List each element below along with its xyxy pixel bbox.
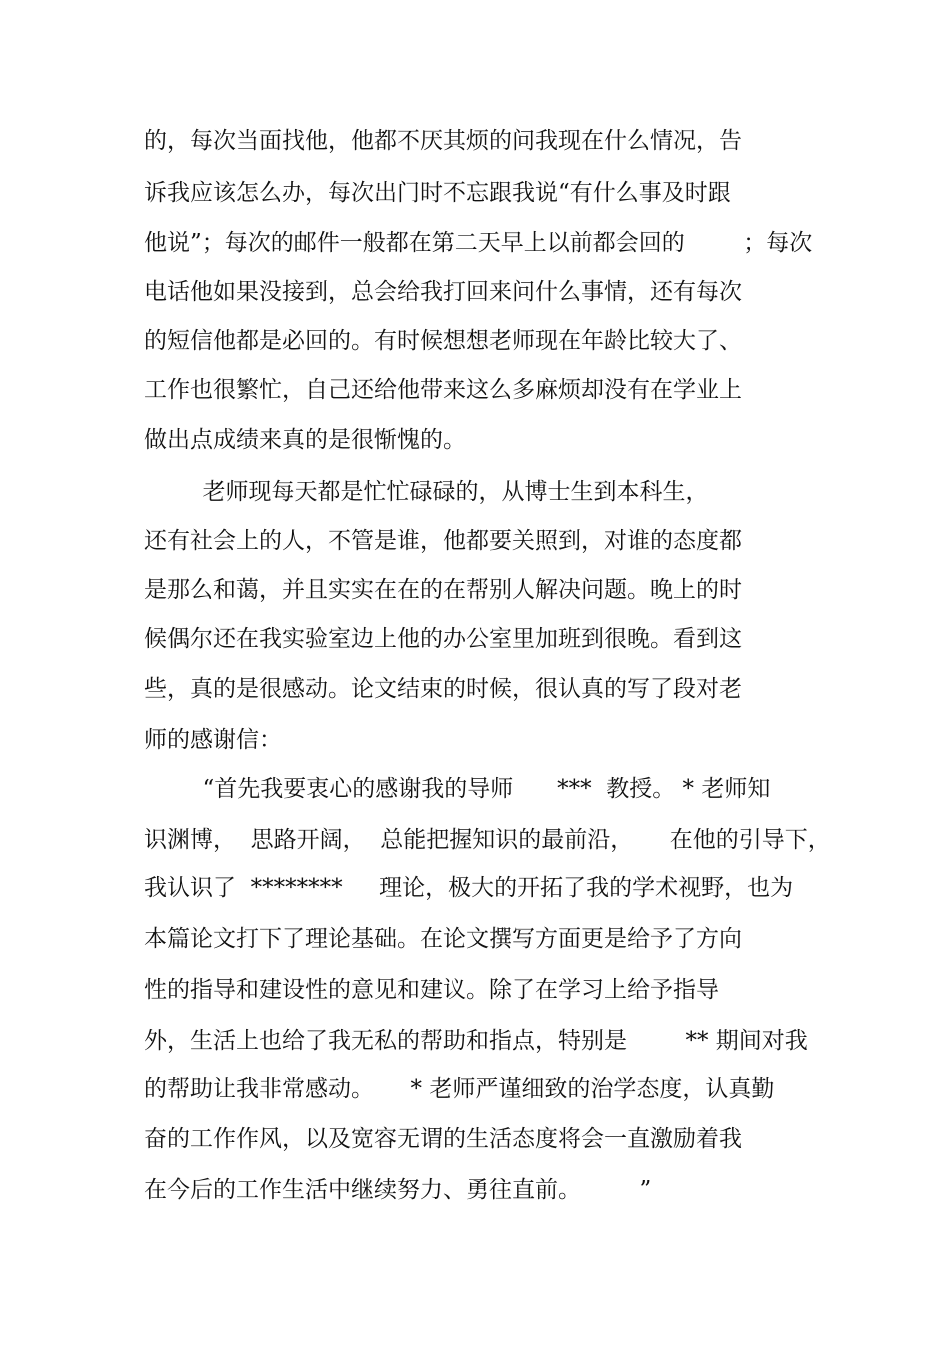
text-line: 师的感谢信： — [144, 727, 282, 753]
text-line: 外，生活上也给了我无私的帮助和指点，特别是 ** 期间对我 — [144, 1028, 808, 1054]
text-line: 在今后的工作生活中继续努力、勇往直前。 ” — [144, 1177, 652, 1203]
text-line: 的帮助让我非常感动。 * 老师严谨细致的治学态度，认真勤 — [144, 1076, 775, 1102]
text-line: 的，每次当面找他，他都不厌其烦的问我现在什么情况，告 — [144, 128, 742, 154]
text-line: 性的指导和建设性的意见和建议。除了在学习上给予指导 — [144, 977, 719, 1003]
text-line: 是那么和蔼，并且实实在在的在帮别人解决问题。晚上的时 — [144, 577, 742, 603]
text-line: 本篇论文打下了理论基础。在论文撰写方面更是给予了方向 — [144, 926, 742, 952]
text-line: 电话他如果没接到，总会给我打回来问什么事情，还有每次 — [144, 279, 742, 305]
text-line: 还有社会上的人，不管是谁，他都要关照到，对谁的态度都 — [144, 528, 742, 554]
text-line: 他说”；每次的邮件一般都在第二天早上以前都会回的 ；每次 — [144, 230, 813, 256]
text-line: 些，真的是很感动。论文结束的时候，很认真的写了段对老 — [144, 676, 742, 702]
text-line: 奋的工作作风，以及宽容无谓的生活态度将会一直激励着我 — [144, 1126, 742, 1152]
text-line: 识渊博， 思路开阔， 总能把握知识的最前沿， 在他的引导下， — [144, 827, 831, 853]
text-line: “首先我要衷心的感谢我的导师 *** 教授。 * 老师知 — [144, 776, 771, 802]
text-line: 做出点成绩来真的是很惭愧的。 — [144, 427, 466, 453]
text-line: 工作也很繁忙，自己还给他带来这么多麻烦却没有在学业上 — [144, 377, 742, 403]
text-line: 我认识了 ******** 理论，极大的开拓了我的学术视野，也为 — [144, 875, 794, 901]
text-line: 诉我应该怎么办，每次出门时不忘跟我说“有什么事及时跟 — [144, 180, 731, 206]
text-line: 老师现每天都是忙忙碌碌的，从博士生到本科生， — [144, 479, 709, 505]
text-line: 的短信他都是必回的。有时候想想老师现在年龄比较大了、 — [144, 328, 742, 354]
text-line: 候偶尔还在我实验室边上他的办公室里加班到很晚。看到这 — [144, 626, 742, 652]
